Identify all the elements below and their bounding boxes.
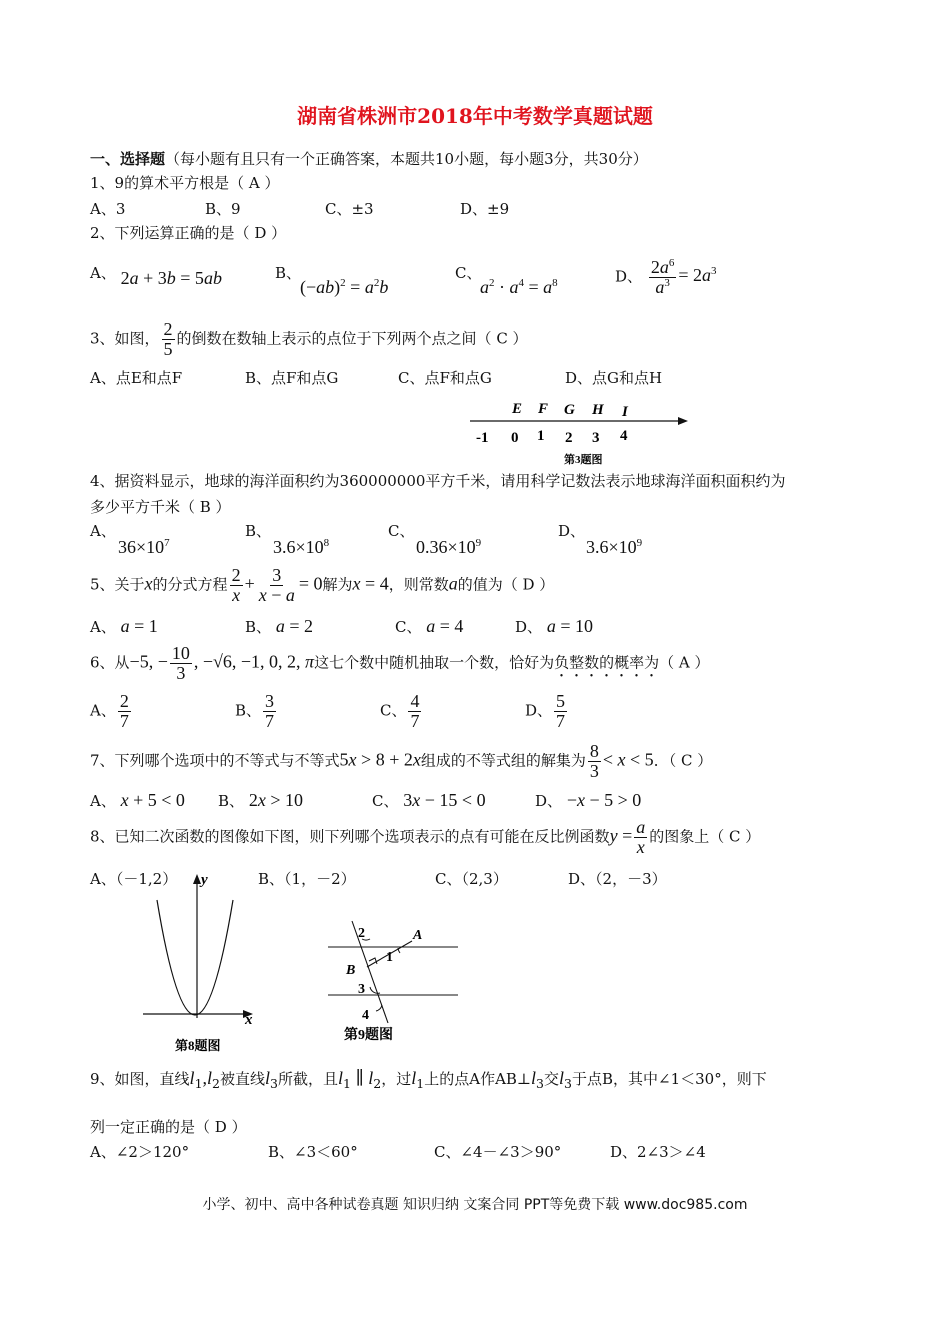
q2-option-c: C、 $a^2 \cdot a^4 = a^8$ xyxy=(455,264,558,297)
fig3-label-i: I xyxy=(622,404,628,420)
q7-a-label: A、 xyxy=(90,792,116,810)
q7-c-label: C、 xyxy=(372,792,399,810)
q9-option-a: A、∠2＞120° xyxy=(90,1143,190,1161)
q7-stem: 7、下列哪个选项中的不等式与不等式5x > 8 + 2x组成的不等式组的解集为 $\frac{8}{3}$ < x < 5．（ C ） xyxy=(90,741,713,781)
fig9-label-3: 3 xyxy=(358,982,365,997)
q4-option-b: B、 $3.6\times 10^8$ xyxy=(245,522,330,557)
q2-option-d: D、 $\frac{2a^6}{a^3}$ = $2a^3$ xyxy=(615,257,717,297)
fig8-parabola-curve xyxy=(157,900,233,1015)
q2-option-b: B、 $(-ab)^2 = a^2b$ xyxy=(275,264,389,297)
q9-t6: 交 xyxy=(544,1070,560,1088)
fig9-angle3-arc xyxy=(370,987,380,993)
fig8-x-label: x xyxy=(245,1012,253,1028)
q2-a-label: A、 xyxy=(90,264,116,282)
q1-option-b: B、9 xyxy=(205,200,241,218)
q8-stem: 8、已知二次函数的图像如下图，则下列哪个选项表示的点有可能在反比例函数y = $\frac{a}{x}$ 的图象上（ C ） xyxy=(90,817,761,857)
q4-a-label: A、 xyxy=(90,522,116,540)
q5-d-label: D、 xyxy=(515,618,543,636)
q2-b-label: B、 xyxy=(275,264,302,282)
q4-option-c: C、 $0.36\times 10^9$ xyxy=(388,522,482,557)
q5-option-b: B、 a = 2 xyxy=(245,616,313,636)
q3-option-b: B、点F和点G xyxy=(245,369,339,387)
q1-option-d: D、±9 xyxy=(460,200,510,218)
q9-option-b: B、∠3＜60° xyxy=(268,1143,358,1161)
q1-stem: 1、9的算术平方根是（ A ） xyxy=(90,174,280,192)
fig9-label-2: 2 xyxy=(358,926,365,941)
q8-option-a: A、（－1,2） xyxy=(90,870,178,888)
fig3-num-3: 3 xyxy=(592,430,600,446)
section-header xyxy=(90,148,648,169)
q5-option-a: A、 a = 1 xyxy=(90,616,158,636)
q4-c-label: C、 xyxy=(388,522,415,540)
q6-option-c: C、 $\frac{4}{7}$ xyxy=(380,691,420,731)
q5-stem: 5、关于x的分式方程 $\frac{2}{x}$ + $\frac{3}{x - a}$ = 0解为x = 4，则常数a的值为（ D ） xyxy=(90,565,555,605)
q9-t4: ，过 xyxy=(381,1070,412,1088)
q5-option-c: C、 a = 4 xyxy=(395,616,464,636)
q6-option-d: D、 $\frac{5}{7}$ xyxy=(525,691,566,731)
q6-t3: （ A ） xyxy=(659,653,710,672)
q8-option-b: B、（1，－2） xyxy=(258,870,356,888)
q2-c-label: C、 xyxy=(455,264,482,282)
q9-option-d: D、2∠3＞∠4 xyxy=(610,1143,706,1161)
q6-dotted-text: 负整数的概率为 xyxy=(554,653,660,672)
q6-c-label: C、 xyxy=(380,701,407,720)
q7-option-c: C、 3x − 15 < 0 xyxy=(372,790,486,810)
q8-option-c: C、（2,3） xyxy=(435,870,508,888)
fig3-num-minus1: -1 xyxy=(476,430,489,446)
fig3-num-1: 1 xyxy=(537,428,545,444)
q3-number-line-figure xyxy=(460,395,700,470)
q5-c-label: C、 xyxy=(395,618,422,636)
q5-option-d: D、 a = 10 xyxy=(515,616,593,636)
fig8-y-label: y xyxy=(201,872,208,888)
q3-option-d: D、点G和点H xyxy=(565,369,663,387)
q7-b-label: B、 xyxy=(218,792,245,810)
q8-t1: 8、已知二次函数的图像如下图，则下列哪个选项表示的点有可能在反比例函数 xyxy=(90,827,610,846)
q4-option-d: D、 $3.6\times 10^9$ xyxy=(558,522,643,557)
q5-t5: 的值为（ D ） xyxy=(457,575,555,594)
q7-d-label: D、 xyxy=(535,792,563,810)
q6-stem: 6、从−5, − $\frac{10}{3}$ , −√6, −1, 0, 2, π这七个数中随机抽取一个数，恰好为负整数的概率为（ A ） xyxy=(90,643,710,683)
fig9-label-a: A xyxy=(413,928,423,943)
fig9-label-b: B xyxy=(346,963,356,978)
q9-t2: 被直线 xyxy=(219,1070,265,1088)
q9-t3: 所截，且 xyxy=(277,1070,338,1088)
q5-t1: 5、关于 xyxy=(90,575,145,594)
fig3-label-g: G xyxy=(564,402,575,418)
q3-option-c: C、点F和点G xyxy=(398,369,492,387)
fig3-num-4: 4 xyxy=(620,428,628,444)
fig3-label-h: H xyxy=(592,402,604,418)
q4-b-label: B、 xyxy=(245,522,272,540)
q9-t7: 于点B，其中∠1＜30°，则下 xyxy=(571,1070,767,1088)
q5-b-label: B、 xyxy=(245,618,272,636)
q4-option-a: A、 $36\times 10^7$ xyxy=(90,522,170,557)
q7-t2: 组成的不等式组的解集为 xyxy=(420,751,586,770)
q7-t1: 7、下列哪个选项中的不等式与不等式 xyxy=(90,751,340,770)
q5-t3: 解为 xyxy=(322,575,353,594)
q7-t3: ．（ C ） xyxy=(653,751,713,770)
q4-line2: 多少平方千米（ B ） xyxy=(90,498,231,516)
q8-option-d: D、（2，－3） xyxy=(568,870,667,888)
q7-option-d: D、 −x − 5 > 0 xyxy=(535,790,642,810)
q2-option-a: A、 2a + 3b = 5ab xyxy=(90,264,222,288)
fig3-caption: 第3题图 xyxy=(564,454,603,466)
q6-option-a: A、 $\frac{2}{7}$ xyxy=(90,691,129,731)
q8-t2: 的图象上（ C ） xyxy=(649,827,761,846)
q5-t2: 的分式方程 xyxy=(152,575,228,594)
section-head: 一、选择题 xyxy=(90,150,166,168)
page-title: 湖南省株洲市2018年中考数学真题试题 xyxy=(297,104,653,128)
fig9-caption: 第9题图 xyxy=(344,1028,393,1043)
q3-option-a: A、点E和点F xyxy=(90,369,183,387)
q6-d-label: D、 xyxy=(525,701,553,720)
q2-stem: 2、下列运算正确的是（ D ） xyxy=(90,224,287,242)
fig3-num-0: 0 xyxy=(511,430,519,446)
q9-parallel-lines-figure xyxy=(320,915,465,1045)
fig9-label-4: 4 xyxy=(362,1008,369,1023)
fig3-num-2: 2 xyxy=(565,430,573,446)
fig9-label-1: 1 xyxy=(386,950,393,965)
q3-pre: 3、如图， xyxy=(90,329,160,348)
q3-stem: 3、如图， $\frac{2}{5}$ 的倒数在数轴上表示的点位于下列两个点之间（ C ） xyxy=(90,319,528,359)
q9-t1: 9、如图，直线 xyxy=(90,1070,190,1088)
q9-stem-line2: 列一定正确的是（ D ） xyxy=(90,1118,247,1136)
q7-option-b: B、 2x > 10 xyxy=(218,790,303,810)
fig8-y-arrow xyxy=(193,874,201,884)
q6-t2: 这七个数中随机抽取一个数，恰好为 xyxy=(314,653,555,672)
q6-a-label: A、 xyxy=(90,701,116,720)
q7-option-a: A、 x + 5 < 0 xyxy=(90,790,185,810)
q4-line1: 4、据资料显示，地球的海洋面积约为360000000平方千米，请用科学记数法表示地球海洋面积面积约为 xyxy=(90,472,786,490)
q9-option-c: C、∠4－∠3＞90° xyxy=(434,1143,562,1161)
fig8-caption: 第8题图 xyxy=(175,1038,221,1053)
q1-option-c: C、±3 xyxy=(325,200,374,218)
number-line-arrow xyxy=(678,417,688,425)
fig3-label-f: F xyxy=(538,401,549,417)
page-footer: 小学、初中、高中各种试卷真题 知识归纳 文案合同 PPT等免费下载 www.doc985.com xyxy=(202,1197,748,1213)
q6-option-b: B、 $\frac{3}{7}$ xyxy=(235,691,275,731)
q8-parabola-figure xyxy=(135,868,265,1058)
q1-option-a: A、3 xyxy=(90,200,126,218)
q9-t5: 上的点A作AB⊥ xyxy=(424,1070,532,1088)
q3-post: 的倒数在数轴上表示的点位于下列两个点之间（ C ） xyxy=(176,329,528,348)
q6-t1: 6、从 xyxy=(90,653,130,672)
fig9-angle4-arc xyxy=(376,1005,382,1011)
q5-a-label: A、 xyxy=(90,618,116,636)
q4-d-label: D、 xyxy=(558,522,586,540)
q9-stem-line1: 9、如图，直线$l_1,l_2$被直线$l_3$所截，且$l_1$ ∥ $l_2$，过$l_1$上的点A作$AB\perp l_3$交$l_3$于点B，其中∠1＜30°，则下 xyxy=(90,1068,767,1091)
section-desc: （每小题有且只有一个正确答案，本题共10小题，每小题3分，共30分） xyxy=(165,150,648,168)
q2-d-label: D、 xyxy=(615,267,643,286)
q6-b-label: B、 xyxy=(235,701,262,720)
fig3-label-e: E xyxy=(512,401,523,417)
q5-t4: ，则常数 xyxy=(388,575,449,594)
